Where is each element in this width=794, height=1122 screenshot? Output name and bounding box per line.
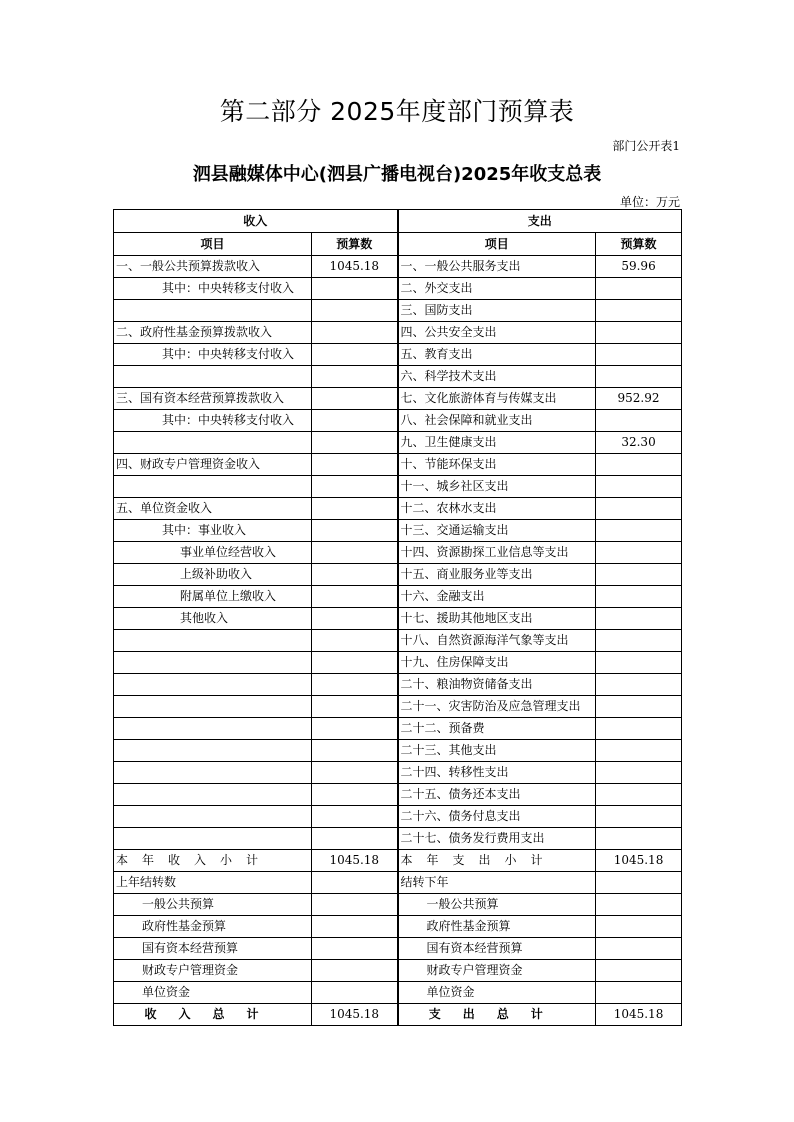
income-value-cell <box>312 278 398 300</box>
expense-item-cell: 八、社会保障和就业支出 <box>398 410 596 432</box>
income-item-cell: 上年结转数 <box>114 872 312 894</box>
expense-value-cell <box>596 696 682 718</box>
expense-value-cell <box>596 344 682 366</box>
expense-item-cell: 国有资本经营预算 <box>398 938 596 960</box>
expense-item-cell: 十一、城乡社区支出 <box>398 476 596 498</box>
income-value-cell <box>312 608 398 630</box>
table-row <box>114 674 682 696</box>
income-item-cell: 政府性基金预算 <box>114 916 312 938</box>
income-header: 收入 <box>114 210 398 233</box>
expense-item-cell: 二、外交支出 <box>398 278 596 300</box>
expense-item-cell: 二十五、债务还本支出 <box>398 784 596 806</box>
budget-summary-table <box>113 209 682 1026</box>
income-value-cell <box>312 828 398 850</box>
income-value-cell <box>312 410 398 432</box>
expense-item-cell: 二十七、债务发行费用支出 <box>398 828 596 850</box>
income-value-cell <box>312 982 398 1004</box>
table-row <box>114 652 682 674</box>
expense-value-cell <box>596 476 682 498</box>
table-row <box>114 520 682 542</box>
income-item-cell <box>114 366 312 388</box>
expense-value-cell <box>596 894 682 916</box>
expense-value-cell: 1045.18 <box>596 1004 682 1026</box>
income-item-cell: 国有资本经营预算 <box>114 938 312 960</box>
expense-item-cell: 本年支出小计 <box>398 850 596 872</box>
expense-item-cell: 二十六、债务付息支出 <box>398 806 596 828</box>
income-item-cell <box>114 630 312 652</box>
expense-item-header: 项目 <box>398 233 596 256</box>
expense-value-cell <box>596 520 682 542</box>
table-row <box>114 564 682 586</box>
expense-value-cell <box>596 674 682 696</box>
income-value-cell <box>312 498 398 520</box>
expense-value-cell <box>596 960 682 982</box>
income-value-cell <box>312 916 398 938</box>
income-item-cell: 四、财政专户管理资金收入 <box>114 454 312 476</box>
income-item-cell: 财政专户管理资金 <box>114 960 312 982</box>
income-item-cell <box>114 432 312 454</box>
table-row <box>114 366 682 388</box>
expense-value-cell <box>596 322 682 344</box>
table-row <box>114 498 682 520</box>
expense-value-cell <box>596 542 682 564</box>
income-value-cell <box>312 454 398 476</box>
income-item-header: 项目 <box>114 233 312 256</box>
expense-value-cell <box>596 300 682 322</box>
income-item-cell: 事业单位经营收入 <box>114 542 312 564</box>
expense-item-cell: 十、节能环保支出 <box>398 454 596 476</box>
table-row <box>114 850 682 872</box>
expense-item-cell: 十二、农林水支出 <box>398 498 596 520</box>
income-item-cell <box>114 300 312 322</box>
income-item-cell: 一、一般公共预算拨款收入 <box>114 256 312 278</box>
table-row <box>114 630 682 652</box>
expense-value-cell <box>596 784 682 806</box>
expense-value-cell <box>596 828 682 850</box>
expense-item-cell: 七、文化旅游体育与传媒支出 <box>398 388 596 410</box>
expense-item-cell: 二十三、其他支出 <box>398 740 596 762</box>
table-row <box>114 388 682 410</box>
income-item-cell: 上级补助收入 <box>114 564 312 586</box>
income-item-cell <box>114 762 312 784</box>
income-value-cell <box>312 564 398 586</box>
income-item-cell <box>114 674 312 696</box>
income-value-cell <box>312 520 398 542</box>
income-budget-header: 预算数 <box>312 233 398 256</box>
expense-item-cell: 四、公共安全支出 <box>398 322 596 344</box>
expense-value-cell <box>596 564 682 586</box>
part-title: 第二部分 2025年度部门预算表 <box>219 97 575 126</box>
expense-value-cell <box>596 872 682 894</box>
income-item-cell: 一般公共预算 <box>114 894 312 916</box>
expense-item-cell: 单位资金 <box>398 982 596 1004</box>
table-row <box>114 894 682 916</box>
expense-item-cell: 三、国防支出 <box>398 300 596 322</box>
income-value-cell <box>312 476 398 498</box>
expense-value-cell <box>596 608 682 630</box>
income-item-cell <box>114 476 312 498</box>
expense-value-cell <box>596 278 682 300</box>
expense-item-cell: 五、教育支出 <box>398 344 596 366</box>
expense-value-cell <box>596 630 682 652</box>
table-row <box>114 542 682 564</box>
expense-item-cell: 结转下年 <box>398 872 596 894</box>
expense-value-cell: 1045.18 <box>596 850 682 872</box>
income-item-cell: 附属单位上缴收入 <box>114 586 312 608</box>
expense-header: 支出 <box>398 210 682 233</box>
expense-item-cell: 十三、交通运输支出 <box>398 520 596 542</box>
table-row <box>114 1004 682 1026</box>
expense-item-cell: 二十二、预备费 <box>398 718 596 740</box>
income-value-cell <box>312 938 398 960</box>
table-row <box>114 344 682 366</box>
expense-item-cell: 支出总计 <box>398 1004 596 1026</box>
table-row <box>114 476 682 498</box>
income-item-cell <box>114 740 312 762</box>
income-item-cell <box>114 806 312 828</box>
expense-value-cell <box>596 652 682 674</box>
income-item-cell <box>114 718 312 740</box>
income-item-cell <box>114 828 312 850</box>
expense-item-cell: 十四、资源勘探工业信息等支出 <box>398 542 596 564</box>
expense-item-cell: 十九、住房保障支出 <box>398 652 596 674</box>
income-value-cell <box>312 872 398 894</box>
income-value-cell: 1045.18 <box>312 850 398 872</box>
income-value-cell: 1045.18 <box>312 1004 398 1026</box>
expense-item-cell: 十七、援助其他地区支出 <box>398 608 596 630</box>
table-group-header <box>114 210 682 233</box>
table-row <box>114 872 682 894</box>
income-value-cell <box>312 542 398 564</box>
table-row <box>114 696 682 718</box>
expense-item-cell: 二十一、灾害防治及应急管理支出 <box>398 696 596 718</box>
income-value-cell <box>312 740 398 762</box>
table-row <box>114 960 682 982</box>
income-item-cell: 三、国有资本经营预算拨款收入 <box>114 388 312 410</box>
income-item-cell: 其中：中央转移支付收入 <box>114 344 312 366</box>
expense-value-cell <box>596 938 682 960</box>
income-value-cell <box>312 784 398 806</box>
income-item-cell: 其中：事业收入 <box>114 520 312 542</box>
expense-value-cell <box>596 454 682 476</box>
income-item-cell: 收入总计 <box>114 1004 312 1026</box>
table-row <box>114 784 682 806</box>
income-item-cell: 其中：中央转移支付收入 <box>114 278 312 300</box>
expense-item-cell: 九、卫生健康支出 <box>398 432 596 454</box>
expense-value-cell: 59.96 <box>596 256 682 278</box>
income-value-cell <box>312 630 398 652</box>
table-row <box>114 916 682 938</box>
expense-item-cell: 十八、自然资源海洋气象等支出 <box>398 630 596 652</box>
expense-value-cell <box>596 806 682 828</box>
expense-item-cell: 政府性基金预算 <box>398 916 596 938</box>
expense-value-cell <box>596 982 682 1004</box>
table-row <box>114 982 682 1004</box>
table-row <box>114 828 682 850</box>
income-value-cell <box>312 432 398 454</box>
table-row <box>114 718 682 740</box>
income-item-cell: 其中：中央转移支付收入 <box>114 410 312 432</box>
expense-value-cell <box>596 916 682 938</box>
table-column-header <box>114 233 682 256</box>
expense-item-cell: 十六、金融支出 <box>398 586 596 608</box>
expense-value-cell: 32.30 <box>596 432 682 454</box>
income-value-cell <box>312 300 398 322</box>
table-row <box>114 454 682 476</box>
income-value-cell <box>312 696 398 718</box>
expense-item-cell: 二十、粮油物资储备支出 <box>398 674 596 696</box>
income-value-cell <box>312 388 398 410</box>
income-value-cell <box>312 894 398 916</box>
table-row <box>114 938 682 960</box>
income-value-cell: 1045.18 <box>312 256 398 278</box>
expense-value-cell <box>596 740 682 762</box>
table-row <box>114 740 682 762</box>
income-value-cell <box>312 718 398 740</box>
income-value-cell <box>312 674 398 696</box>
table-row <box>114 608 682 630</box>
expense-value-cell <box>596 762 682 784</box>
expense-item-cell: 十五、商业服务业等支出 <box>398 564 596 586</box>
expense-value-cell <box>596 410 682 432</box>
expense-item-cell: 一、一般公共服务支出 <box>398 256 596 278</box>
expense-item-cell: 财政专户管理资金 <box>398 960 596 982</box>
expense-value-cell <box>596 366 682 388</box>
expense-item-cell: 一般公共预算 <box>398 894 596 916</box>
table-row <box>114 300 682 322</box>
table-row <box>114 278 682 300</box>
income-item-cell: 五、单位资金收入 <box>114 498 312 520</box>
income-item-cell <box>114 784 312 806</box>
income-value-cell <box>312 652 398 674</box>
table-row <box>114 586 682 608</box>
expense-value-cell <box>596 718 682 740</box>
income-value-cell <box>312 586 398 608</box>
income-value-cell <box>312 366 398 388</box>
income-item-cell <box>114 696 312 718</box>
form-number: 部门公开表1 <box>612 139 680 153</box>
unit-label: 单位：万元 <box>619 195 680 209</box>
income-value-cell <box>312 960 398 982</box>
expense-budget-header: 预算数 <box>596 233 682 256</box>
income-item-cell <box>114 652 312 674</box>
expense-item-cell: 二十四、转移性支出 <box>398 762 596 784</box>
table-row <box>114 322 682 344</box>
expense-value-cell <box>596 586 682 608</box>
income-item-cell: 本年收入小计 <box>114 850 312 872</box>
table-row <box>114 806 682 828</box>
expense-item-cell: 六、科学技术支出 <box>398 366 596 388</box>
income-item-cell: 二、政府性基金预算拨款收入 <box>114 322 312 344</box>
table-title: 泗县融媒体中心(泗县广播电视台)2025年收支总表 <box>192 164 602 185</box>
income-value-cell <box>312 344 398 366</box>
income-value-cell <box>312 322 398 344</box>
income-item-cell: 单位资金 <box>114 982 312 1004</box>
table-row <box>114 256 682 278</box>
table-row <box>114 762 682 784</box>
expense-value-cell <box>596 498 682 520</box>
table-row <box>114 432 682 454</box>
expense-value-cell: 952.92 <box>596 388 682 410</box>
table-row <box>114 410 682 432</box>
income-item-cell: 其他收入 <box>114 608 312 630</box>
income-value-cell <box>312 806 398 828</box>
income-value-cell <box>312 762 398 784</box>
